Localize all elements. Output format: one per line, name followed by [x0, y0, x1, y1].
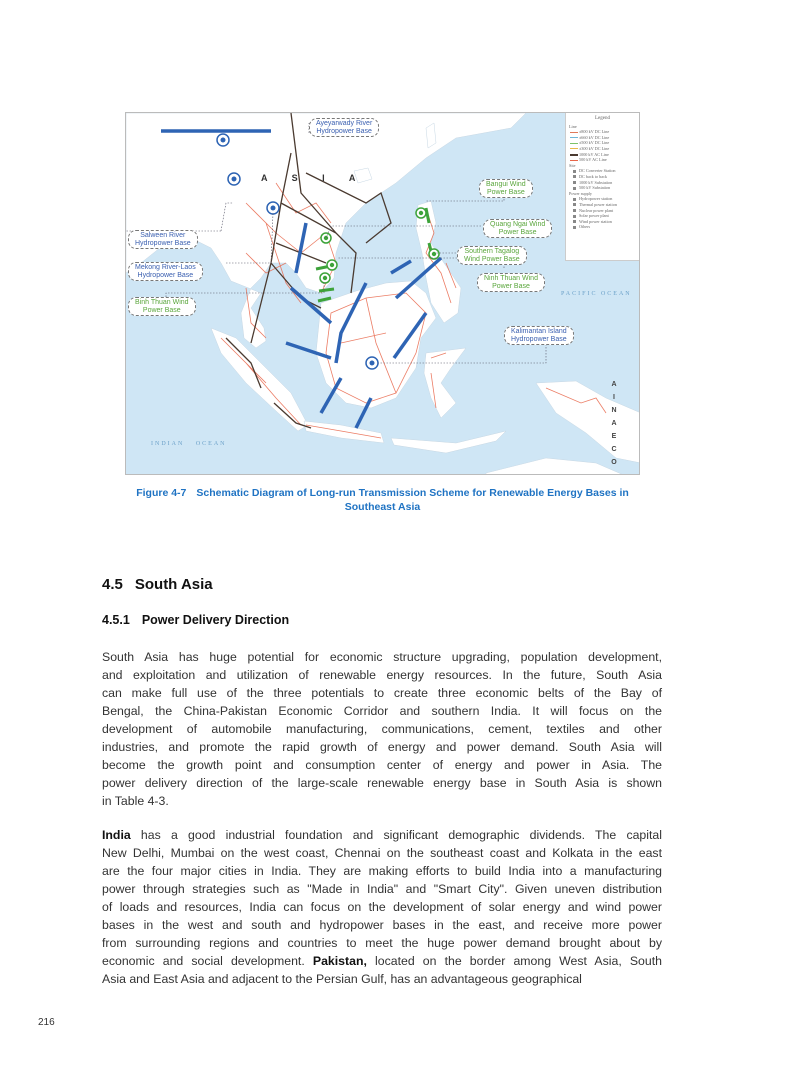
pacific-ocean-label: PACIFIC OCEAN [561, 291, 632, 297]
legend-label: ±500 kV DC Line [579, 140, 610, 146]
line-swatch-icon [570, 154, 578, 156]
land-sulawesi [424, 348, 466, 418]
line-swatch-icon [570, 143, 578, 144]
legend-label: Others [579, 224, 591, 230]
legend-label: Solar power plant [579, 213, 609, 219]
text-line [102, 970, 662, 988]
label-salween-hydropower [128, 230, 198, 249]
region-label-asia: A S I A [261, 173, 356, 183]
label-line: Hydropower Base [137, 271, 194, 279]
text-segment: Asia and East Asia and adjacent to the Persian Gulf, has an advantageous geographical [102, 972, 582, 986]
subsection-number: 4.5.1 [102, 613, 130, 627]
bold-term: India [102, 828, 131, 842]
figure-caption [100, 486, 665, 514]
legend-label: ±800 kV DC Line [579, 129, 610, 135]
text-line: Bengal, the China-Pakistan Economic Corridor and southern India. It will focus on the [102, 704, 662, 718]
section-number: 4.5 [102, 576, 123, 593]
label-line: Binh Thuan Wind [135, 299, 189, 306]
power-supply-icon [573, 215, 576, 218]
text-segment: bases in the west and south and hydropower bases in the east, and receive more power [102, 918, 662, 932]
paragraph-india-pakistan [102, 826, 662, 988]
site-symbol-icon [573, 170, 576, 173]
legend-title: Legend [595, 116, 610, 121]
label-line: Kalimantan Island [511, 328, 567, 335]
text-line: become the growth point and consumption center of energy and power in Asia. The [102, 758, 662, 772]
site-symbol-icon [573, 181, 576, 184]
legend-label: Wind power station [579, 218, 612, 224]
subsection-title: Power Delivery Direction [141, 613, 290, 627]
caption-text-line-2: Southeast Asia [344, 501, 421, 513]
land-java [304, 421, 384, 443]
text-segment: power through strategies such as "Made in India" and "Smart City". Given uneven distribution [102, 882, 662, 896]
line-swatch-icon [570, 148, 578, 149]
site-symbol-icon [573, 175, 576, 178]
subsection-heading [102, 613, 289, 627]
text-line [102, 916, 662, 934]
text-line: and exploitation and utilization of renewable energy resources. In the future, South Asia [102, 668, 662, 682]
line-swatch-icon [570, 160, 578, 162]
label-line: Quang Ngai Wind [490, 221, 546, 228]
bold-term: Pakistan, [312, 954, 367, 968]
text-line: South Asia has huge potential for economic structure upgrading, population development, [102, 650, 662, 664]
line-swatch-icon [570, 137, 578, 138]
label-line: Ayeyarwady River [316, 120, 373, 127]
text-segment: New Delhi, Mumbai on the west coast, Chennai on the southeast coast and Kolkata in the east [102, 846, 662, 860]
text-segment: from surrounding regions and countries to meet the huge power demand brought about by [102, 936, 662, 950]
text-line [102, 844, 662, 862]
land-australia-north [486, 458, 626, 475]
label-line: Southern Tagalog [464, 248, 520, 255]
text-line [102, 934, 662, 952]
text-line: power delivery direction of the large-scale renewable energy base in South Asia is shown [102, 776, 662, 790]
text-segment: of loads and resources, India can focus on the development of solar energy and wind power [102, 900, 662, 914]
text-segment: located on the border among West Asia, South [366, 954, 662, 968]
label-bangui-wind [479, 179, 533, 198]
legend-label: Hydropower station [579, 196, 613, 202]
legend-label: 500 kV AC Line [579, 157, 607, 163]
label-line: Hydropower Base [135, 239, 191, 247]
figure-number: Figure 4-7 [136, 487, 187, 499]
site-symbol-icon [573, 187, 576, 190]
legend-sites [569, 168, 636, 190]
caption-text: Schematic Diagram of Long-run Transmission Scheme for Renewable Energy Bases in [196, 487, 629, 499]
legend-supplies [569, 196, 636, 230]
label-line: Ninh Thuan Wind [484, 275, 538, 282]
legend-label: Nuclear power plant [579, 207, 614, 213]
southeast-asia-transmission-map [125, 112, 640, 475]
label-kalimantan-hydropower [504, 326, 574, 345]
legend-label: Thermal power station [579, 201, 617, 207]
label-line: Power Base [498, 228, 537, 236]
power-supply-icon [573, 226, 576, 229]
paragraph-south-asia-overview [102, 648, 662, 810]
legend-item [569, 185, 636, 191]
text-line: industries, and promote the rapid growth of energy and power demand. South Asia will [102, 740, 662, 754]
map-legend [565, 113, 639, 261]
text-line: in Table 4-3. [102, 794, 169, 808]
legend-line-item [569, 157, 636, 163]
label-line: Salween River [140, 232, 186, 239]
legend-supply-heading: Power supply [569, 190, 592, 196]
legend-label: 1000 kV AC Line [579, 151, 609, 157]
indian-ocean-label: INDIAN OCEAN [151, 441, 227, 447]
label-binh-thuan-wind [128, 297, 196, 316]
section-title: South Asia [134, 576, 213, 593]
legend-site-heading: Site [569, 162, 576, 168]
legend-label: DC Converter Station [579, 168, 616, 174]
legend-label: DC back to back [579, 173, 608, 179]
text-line: development of automobile manufacturing, communications, cement, textiles and other [102, 722, 662, 736]
legend-label: ±660 kV DC Line [579, 134, 610, 140]
land-new-guinea [536, 381, 640, 463]
text-segment: economic and social development. [102, 954, 313, 968]
text-segment: has a good industrial foundation and significant demographic dividends. The capital [130, 828, 662, 842]
label-line: Wind Power Base [464, 255, 520, 263]
text-segment: are the four major cities in India. They are making efforts to build India into a manufacturing [102, 864, 662, 878]
land-lesser-sunda [391, 431, 506, 453]
legend-label: 500 kV Substation [579, 185, 611, 191]
power-supply-icon [573, 209, 576, 212]
label-line: Power Base [142, 306, 181, 314]
text-line [102, 826, 662, 844]
region-label-oceania: A I N A E C O [611, 381, 617, 466]
label-line: Power Base [486, 188, 525, 196]
text-line [102, 862, 662, 880]
text-line [102, 952, 662, 970]
power-supply-icon [573, 203, 576, 206]
text-line [102, 880, 662, 898]
power-supply-icon [573, 198, 576, 201]
label-line: Hydropower Base [511, 335, 567, 343]
page-number: 216 [38, 1017, 55, 1028]
text-line [102, 898, 662, 916]
legend-item [569, 224, 636, 230]
legend-line-heading: Line [569, 123, 577, 129]
legend-label: 1000 kV Substation [579, 179, 613, 185]
label-mekong-hydropower [128, 262, 203, 281]
label-line: Mekong River-Laos [135, 264, 196, 271]
label-line: Power Base [492, 282, 530, 290]
line-swatch-icon [570, 132, 578, 133]
label-southern-tagalog-wind [457, 246, 527, 265]
legend-label: ±300 kV DC Line [579, 145, 610, 151]
label-ayeyarwady-hydropower [309, 118, 379, 137]
label-ninh-thuan-wind [477, 273, 545, 292]
label-line: Bangui Wind [486, 181, 526, 188]
power-supply-icon [573, 220, 576, 223]
text-line: can make full use of the three potentials to create three economic belts of the Bay of [102, 686, 662, 700]
section-heading [102, 576, 213, 593]
label-line: Hydropower Base [316, 127, 372, 135]
label-quang-ngai-wind [483, 219, 552, 238]
legend-lines [569, 129, 636, 163]
